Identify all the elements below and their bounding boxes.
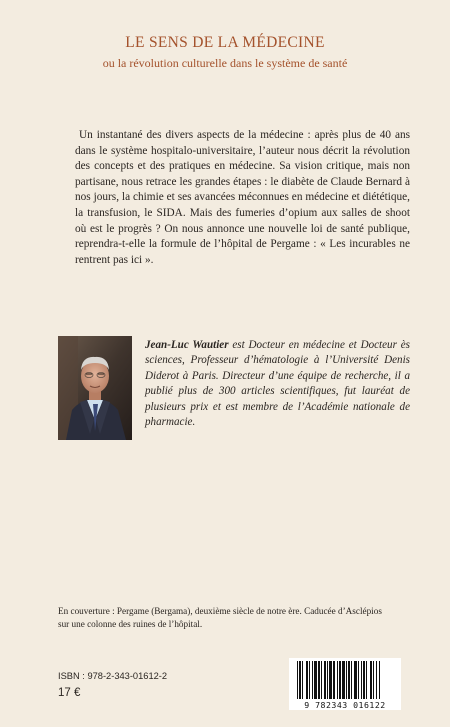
barcode-bar	[318, 661, 320, 699]
isbn: ISBN : 978-2-343-01612-2	[58, 671, 168, 681]
barcode-bar	[358, 661, 359, 699]
barcode-bar	[333, 661, 335, 699]
book-title: LE SENS DE LA MÉDECINE	[125, 34, 325, 51]
barcode-bar	[363, 661, 365, 699]
barcode-bar	[370, 661, 372, 699]
author-photo	[58, 336, 132, 440]
author-bio	[145, 338, 410, 430]
barcode-bar	[373, 661, 374, 699]
barcode-bar	[324, 661, 326, 699]
barcode-bar	[361, 661, 362, 699]
author-portrait-image	[58, 336, 132, 440]
barcode-bar	[342, 661, 345, 699]
author-name: Jean-Luc Wautier	[145, 339, 229, 351]
barcode-bar	[306, 661, 308, 699]
author-bio-text: est Docteur en médecine et Docteur ès sciences, Professeur d’hématologie à l’Université Denis Diderot à Paris. Directeur d’une équipe de recherche, il a publié plus de 300 articles scientifiques, fut lauréat de plusieurs prix et est membre de l’Académie nationale de pharmacie.	[145, 339, 410, 429]
cover-note: En couverture : Pergame (Bergama), deuxième siècle de notre ère. Caducée d’Asclépios sur une colonne des ruines de l’hôpital.	[58, 606, 382, 629]
barcode-bar	[302, 661, 303, 699]
barcode-bar	[379, 661, 380, 699]
barcode	[289, 658, 401, 710]
barcode-bar	[314, 661, 317, 699]
barcode-bar	[309, 661, 310, 699]
barcode-bar	[297, 661, 298, 699]
barcode-bar	[312, 661, 313, 699]
barcode-bar	[329, 661, 332, 699]
barcode-digits: 9 782343 016122	[304, 700, 386, 710]
book-subtitle: ou la révolution culturelle dans le système de santé	[102, 56, 348, 70]
barcode-bar	[351, 661, 352, 699]
book-summary: Un instantané des divers aspects de la médecine : après plus de 40 ans dans le système hospitalo-universitaire, l’auteur nous décrit la révolution des concepts et des pratiques en médecine. Sa vision critique, mais non partisane, nous retrace les grandes étapes : le diabète de Claude Bernard à nos jours, la chimie et ses avancées méconnues en médecine et diététique, la transfusion, le SIDA. Mais des fumeries d’opium aux salles de shoot où est le progrès ? On nous annonce une nouvelle loi de santé publique, reprendra-t-elle la formule de l’hôpital de Pergame : « Les incurables ne rentrent pas ici ».	[75, 129, 410, 266]
barcode-bars	[289, 658, 401, 700]
barcode-bar	[339, 661, 341, 699]
barcode-bar	[299, 661, 301, 699]
barcode-bar	[327, 661, 328, 699]
barcode-bar	[376, 661, 377, 699]
barcode-bar	[337, 661, 338, 699]
barcode-bar	[354, 661, 357, 699]
barcode-bar	[348, 661, 350, 699]
barcode-bar	[346, 661, 347, 699]
barcode-bar	[321, 661, 322, 699]
price: 17 €	[58, 687, 81, 699]
barcode-bar	[366, 661, 367, 699]
